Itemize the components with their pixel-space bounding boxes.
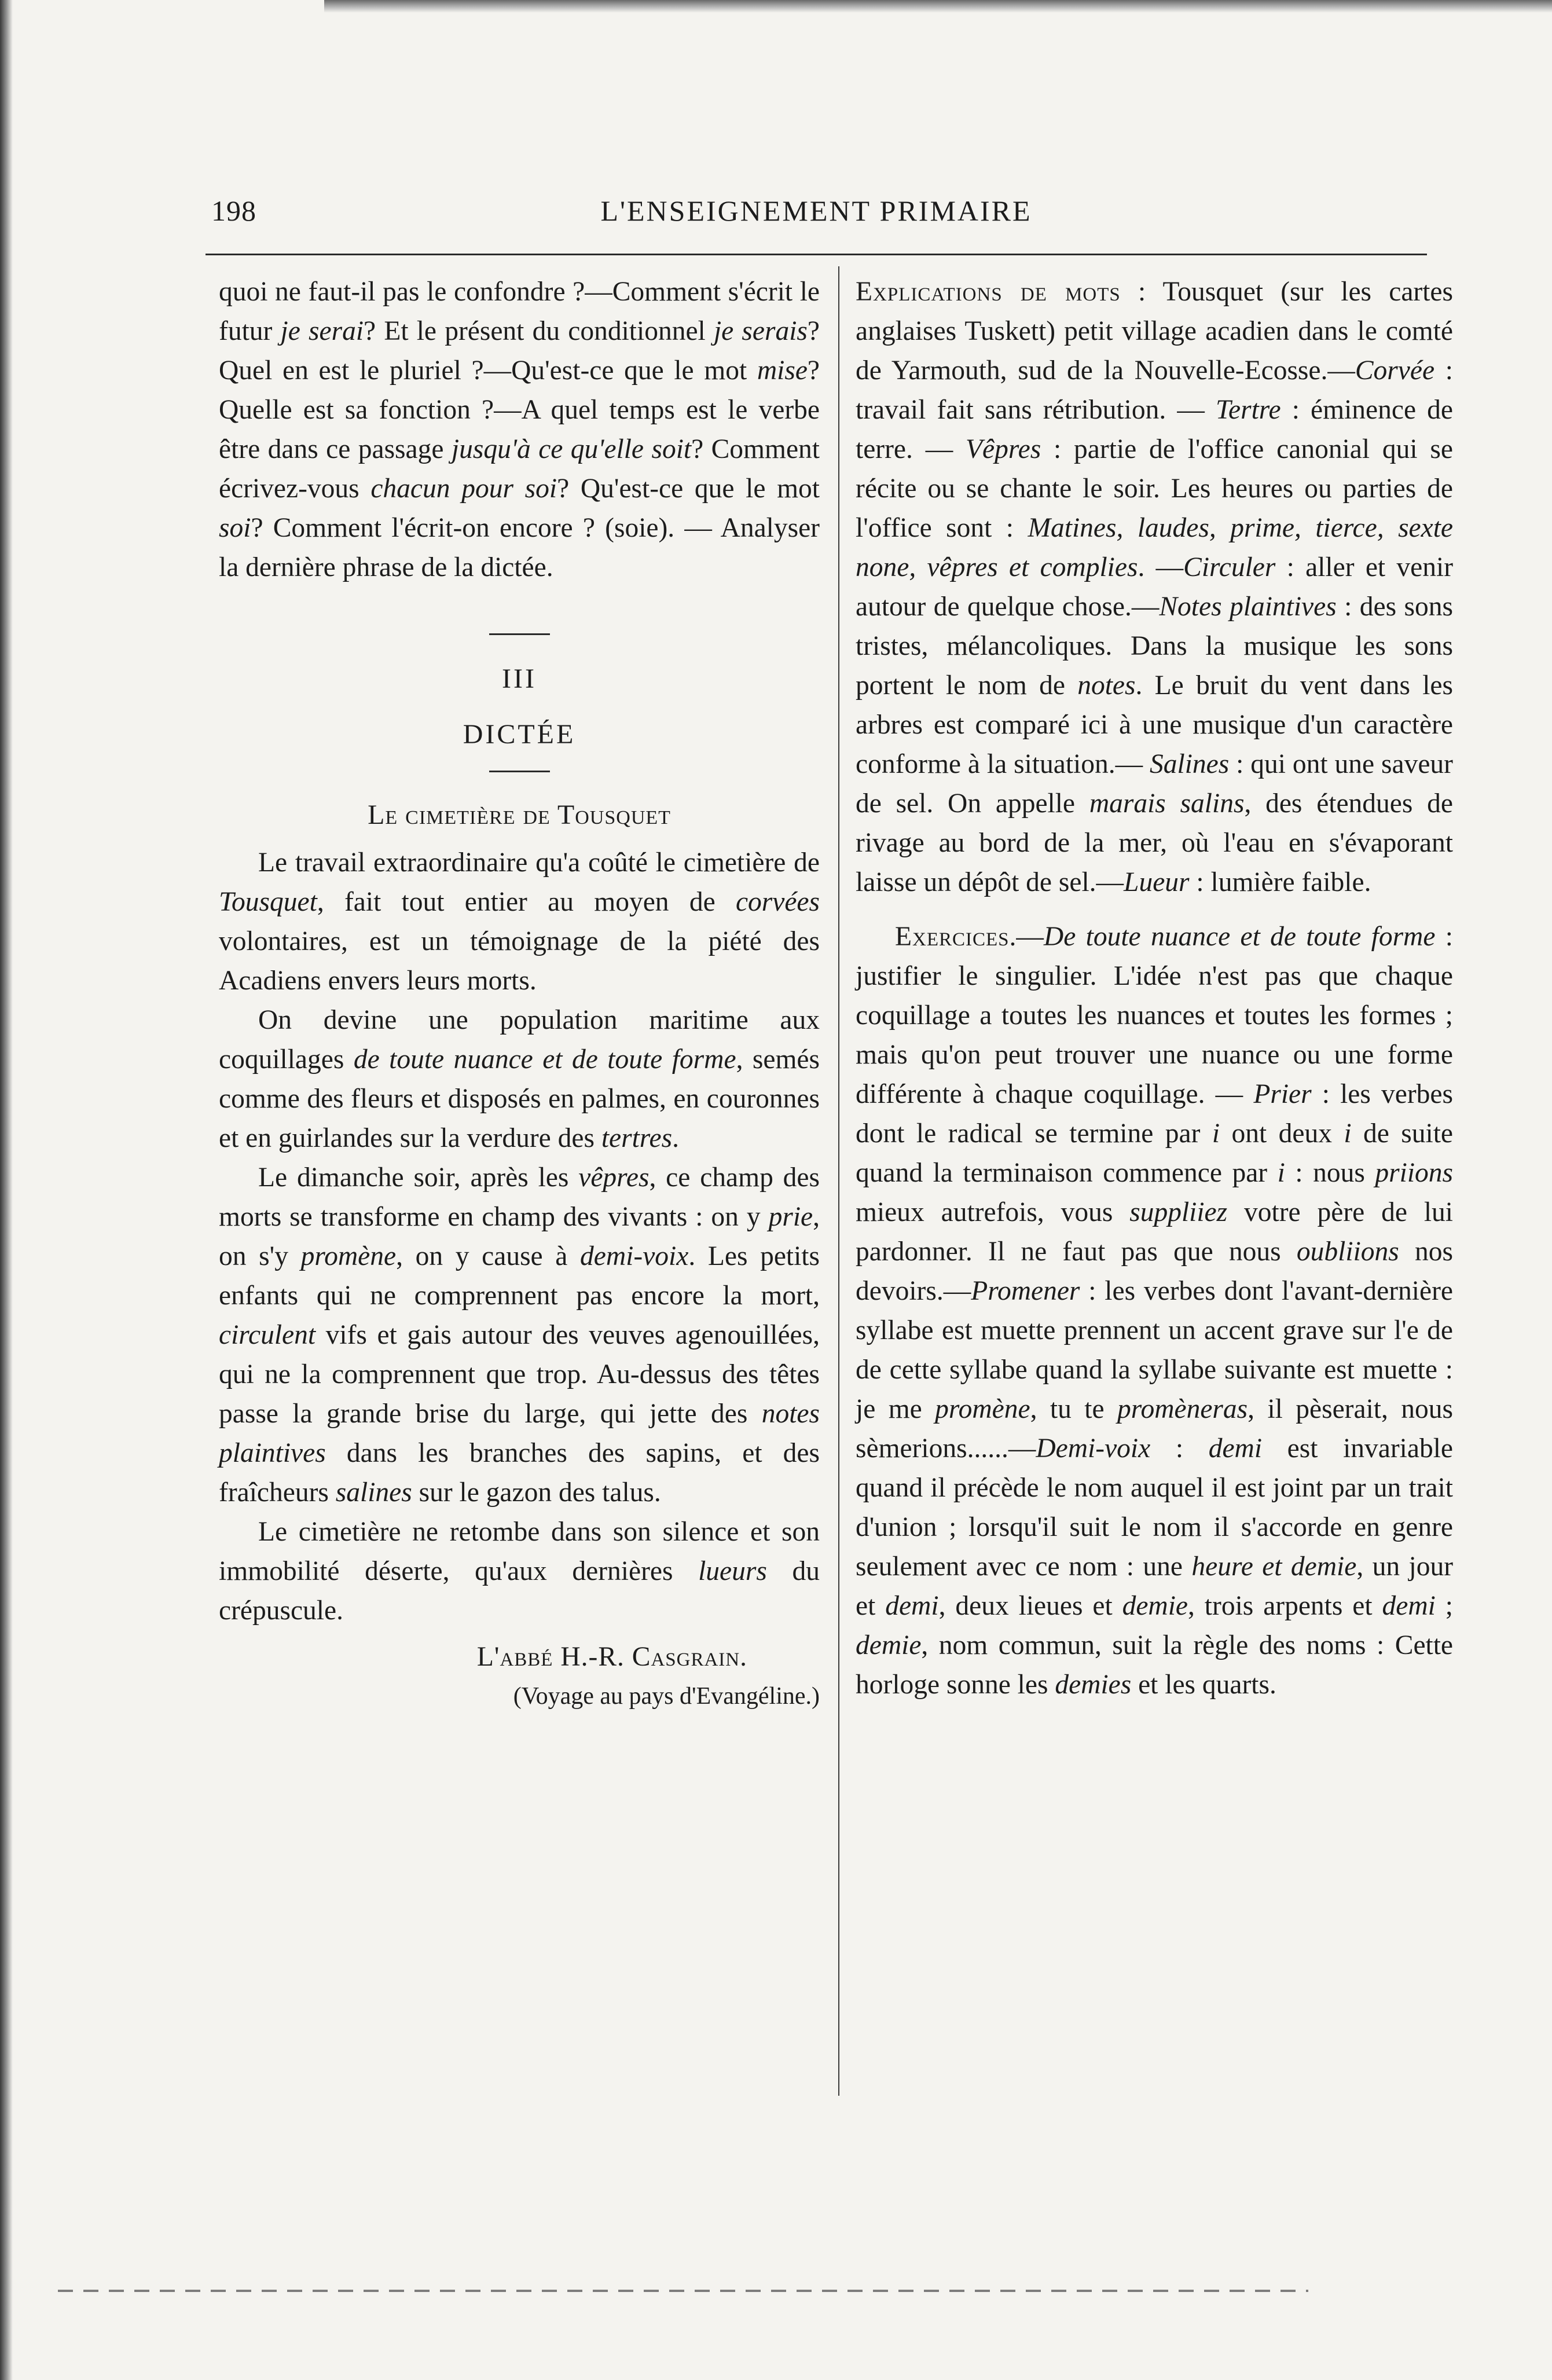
italic-run: promène xyxy=(300,1241,397,1271)
text-run: : lumière faible. xyxy=(1189,867,1371,897)
scan-edge-bottom xyxy=(58,2290,1308,2292)
dictee-paragraph xyxy=(219,1158,820,1512)
text-run: .— xyxy=(1009,922,1044,952)
scan-edge-top xyxy=(324,0,1552,13)
italic-run: lueurs xyxy=(698,1556,767,1586)
small-caps-run: Exercices xyxy=(895,922,1010,952)
text-run: , un jour et xyxy=(856,1552,1454,1621)
text-run: . — xyxy=(1138,552,1184,582)
italic-run: de toute nuance et de toute forme xyxy=(353,1044,736,1075)
italic-run: corvées xyxy=(735,887,820,917)
italic-run: i xyxy=(1344,1119,1352,1149)
text-run: vifs et gais autour des veuves agenouillées, qui ne la comprennent que trop. Au-dessus des têtes passe la grande brise du large, qui jette des xyxy=(219,1320,820,1429)
italic-run: i xyxy=(1277,1158,1285,1188)
text-run: sur le gazon des talus. xyxy=(412,1477,661,1508)
italic-run: promène xyxy=(935,1394,1030,1424)
italic-run: Circuler xyxy=(1183,552,1276,582)
italic-run: promèneras xyxy=(1117,1394,1248,1424)
text-run: : les verbes dont le radical se termine par xyxy=(856,1079,1453,1149)
italic-run: suppliiez xyxy=(1129,1197,1228,1227)
text-run: : qui ont une saveur de sel. On appelle xyxy=(856,749,1453,819)
author-signature xyxy=(219,1637,820,1677)
text-run: Le cimetière ne retombe dans son silence et son immobilité déserte, qu'aux dernières xyxy=(219,1517,820,1586)
text-run: , nom commun, suit la règle des noms : Cette horloge sonne les xyxy=(856,1630,1453,1700)
text-run: : les verbes dont l'avant-dernière syllabe est muette prennent un accent grave sur l'e de de cette syllabe quand la syllabe suivante est muette : je me xyxy=(856,1276,1453,1424)
dictee-paragraph xyxy=(219,1512,820,1630)
dictee-paragraph xyxy=(219,1000,820,1158)
text-run: On devine une population maritime aux coquillages xyxy=(219,1005,820,1075)
italic-run: vêpres xyxy=(578,1163,650,1193)
italic-run: je serai xyxy=(280,316,364,346)
italic-run: i xyxy=(1212,1119,1220,1149)
text-run: ? Comment l'écrit-on encore ? (soie). — Analyser la dernière phrase de la dictée. xyxy=(219,513,820,582)
text-run: , semés comme des fleurs et disposés en palmes, en couronnes et en guirlandes sur la verdure des xyxy=(219,1044,820,1153)
text-run: , trois arpents et xyxy=(1188,1591,1382,1621)
text-run: nos devoirs.— xyxy=(856,1237,1453,1306)
text-run: ? Et le présent du conditionnel xyxy=(364,316,714,346)
text-run: . xyxy=(672,1123,679,1153)
dictee-title: Le cimetière de Tousquet xyxy=(368,800,671,830)
source-citation: (Voyage au pays d'Evangéline.) xyxy=(513,1683,820,1710)
italic-run: demie xyxy=(1122,1591,1188,1621)
text-run: Le travail extraordinaire qu'a coûté le cimetière de xyxy=(258,848,820,878)
text-run: ; xyxy=(1435,1591,1453,1621)
text-run: . Le bruit du vent dans les arbres est comparé ici à une musique d'un caractère conforme à la situation.— xyxy=(856,670,1453,779)
right-column xyxy=(856,272,1453,1704)
questions-paragraph xyxy=(219,272,820,587)
italic-run: Salines xyxy=(1150,749,1230,779)
text-run: : aller et venir autour de quelque chose.— xyxy=(856,552,1454,622)
text-run: : partie de l'office canonial qui se récite ou se chante le soir. Les heures ou parties de l'office sont : xyxy=(856,434,1453,543)
text-run: : des sons tristes, mélancoliques. Dans la musique les sons portent le nom de xyxy=(856,592,1453,701)
italic-run: mise xyxy=(757,355,808,386)
text-run: , fait tout entier au moyen de xyxy=(317,887,736,917)
small-caps-run: Explications de mots xyxy=(856,277,1121,307)
italic-run: priions xyxy=(1375,1158,1454,1188)
text-run: mieux autrefois, vous xyxy=(856,1197,1130,1227)
italic-run: Prier xyxy=(1253,1079,1312,1109)
text-run: , ce champ des morts se transforme en champ des vivants : on y xyxy=(219,1163,820,1232)
text-run: : justifier le singulier. L'idée n'est pas que chaque coquillage a toutes les nuances et toutes les formes ; mais qu'on peut trouver une nuance ou une forme différente à chaque coquillage. — xyxy=(856,922,1453,1109)
italic-run: demi xyxy=(885,1591,939,1621)
section-number: III xyxy=(502,663,537,694)
text-run: , il pèserait, nous sèmerions......— xyxy=(856,1394,1453,1464)
italic-run: chacun pour soi xyxy=(370,474,557,504)
scan-edge-left xyxy=(0,0,13,2380)
italic-run: De toute nuance et de toute forme xyxy=(1043,922,1436,952)
italic-run: Lueur xyxy=(1124,867,1190,897)
text-run: et les quarts. xyxy=(1131,1670,1276,1700)
text-run: ont deux xyxy=(1220,1119,1344,1149)
text-run: : xyxy=(1150,1433,1209,1464)
italic-run: notes xyxy=(1077,670,1136,701)
text-run: du crépuscule. xyxy=(219,1556,820,1626)
italic-run: salines xyxy=(335,1477,412,1508)
italic-run: tertres xyxy=(601,1123,673,1153)
exercices-paragraph xyxy=(856,917,1453,1704)
italic-run: demie xyxy=(856,1630,922,1660)
author-name: L'abbé H.-R. Casgrain. xyxy=(476,1642,747,1672)
italic-run: oubliions xyxy=(1296,1237,1399,1267)
text-run: : travail fait sans rétribution. — xyxy=(856,355,1453,425)
column-divider xyxy=(838,266,839,2096)
italic-run: soi xyxy=(219,513,251,543)
italic-run: Matines, laudes, prime, tierce, sexte none, vêpres et complies xyxy=(856,513,1453,582)
text-run: est invariable quand il précède le nom auquel il est joint par un trait d'union ; lorsqu'il suit le nom il s'accorde en genre seulement avec ce nom : une xyxy=(856,1433,1453,1582)
text-run: , deux lieues et xyxy=(938,1591,1122,1621)
text-run: : Tousquet (sur les cartes anglaises Tuskett) petit village acadien dans le comté de Yarmouth, sud de la Nouvelle-Ecosse.— xyxy=(856,277,1453,386)
header-rule xyxy=(206,254,1427,255)
text-run: Le dimanche soir, après les xyxy=(258,1163,579,1193)
text-run: ? Quel en est le pluriel ?—Qu'est-ce que le mot xyxy=(219,316,820,386)
text-run: volontaires, est un témoignage de la piété des Acadiens envers leurs morts. xyxy=(219,926,820,996)
text-run: dans les branches des sapins, et des fraîcheurs xyxy=(219,1438,820,1508)
italic-run: Promener xyxy=(971,1276,1080,1306)
italic-run: jusqu'à ce qu'elle soit xyxy=(451,434,692,464)
italic-run: circulent xyxy=(219,1320,316,1350)
italic-run: demi xyxy=(1382,1591,1436,1621)
text-run: quoi ne faut-il pas le confondre ?—Comment s'écrit le futur xyxy=(219,277,820,346)
text-run: ? Quelle est sa fonction ?—A quel temps est le verbe être dans ce passage xyxy=(219,355,820,464)
italic-run: Tousquet xyxy=(219,887,317,917)
italic-run: Notes plaintives xyxy=(1159,592,1337,622)
text-run: , tu te xyxy=(1030,1394,1117,1424)
text-run: : éminence de terre. — xyxy=(856,395,1453,464)
text-run: votre père de lui pardonner. Il ne faut pas que nous xyxy=(856,1197,1453,1267)
section-title: DICTÉE xyxy=(463,719,576,750)
text-run: ? Qu'est-ce que le mot xyxy=(557,474,820,504)
italic-run: demi xyxy=(1208,1433,1263,1464)
text-run: , on y cause à xyxy=(396,1241,581,1271)
text-run: de suite quand la terminaison commence par xyxy=(856,1119,1454,1188)
italic-run: demies xyxy=(1055,1670,1132,1700)
text-run: , on s'y xyxy=(219,1202,820,1271)
text-run: : nous xyxy=(1285,1158,1375,1188)
italic-run: Tertre xyxy=(1215,395,1281,425)
left-column xyxy=(219,272,820,1716)
explications-paragraph xyxy=(856,272,1453,902)
italic-run: Corvée xyxy=(1355,355,1435,386)
italic-run: heure et demie xyxy=(1191,1552,1357,1582)
page-number: 198 xyxy=(211,195,256,227)
italic-run: Demi-voix xyxy=(1036,1433,1151,1464)
italic-run: je serais xyxy=(713,316,808,346)
dictee-paragraph xyxy=(219,843,820,1000)
text-run: . Les petits enfants qui ne comprennent pas encore la mort, xyxy=(219,1241,820,1311)
italic-run: demi-voix xyxy=(580,1241,689,1271)
italic-run: prie xyxy=(768,1202,813,1232)
running-title: L'ENSEIGNEMENT PRIMAIRE xyxy=(600,195,1032,227)
italic-run: marais salins xyxy=(1089,789,1245,819)
italic-run: notes plaintives xyxy=(219,1399,820,1468)
text-run: ? Comment écrivez-vous xyxy=(219,434,820,504)
page-header xyxy=(206,194,1427,234)
italic-run: Vêpres xyxy=(966,434,1041,464)
text-run: , des étendues de rivage au bord de la mer, où l'eau en s'évaporant laisse un dépôt de sel.— xyxy=(856,789,1453,897)
